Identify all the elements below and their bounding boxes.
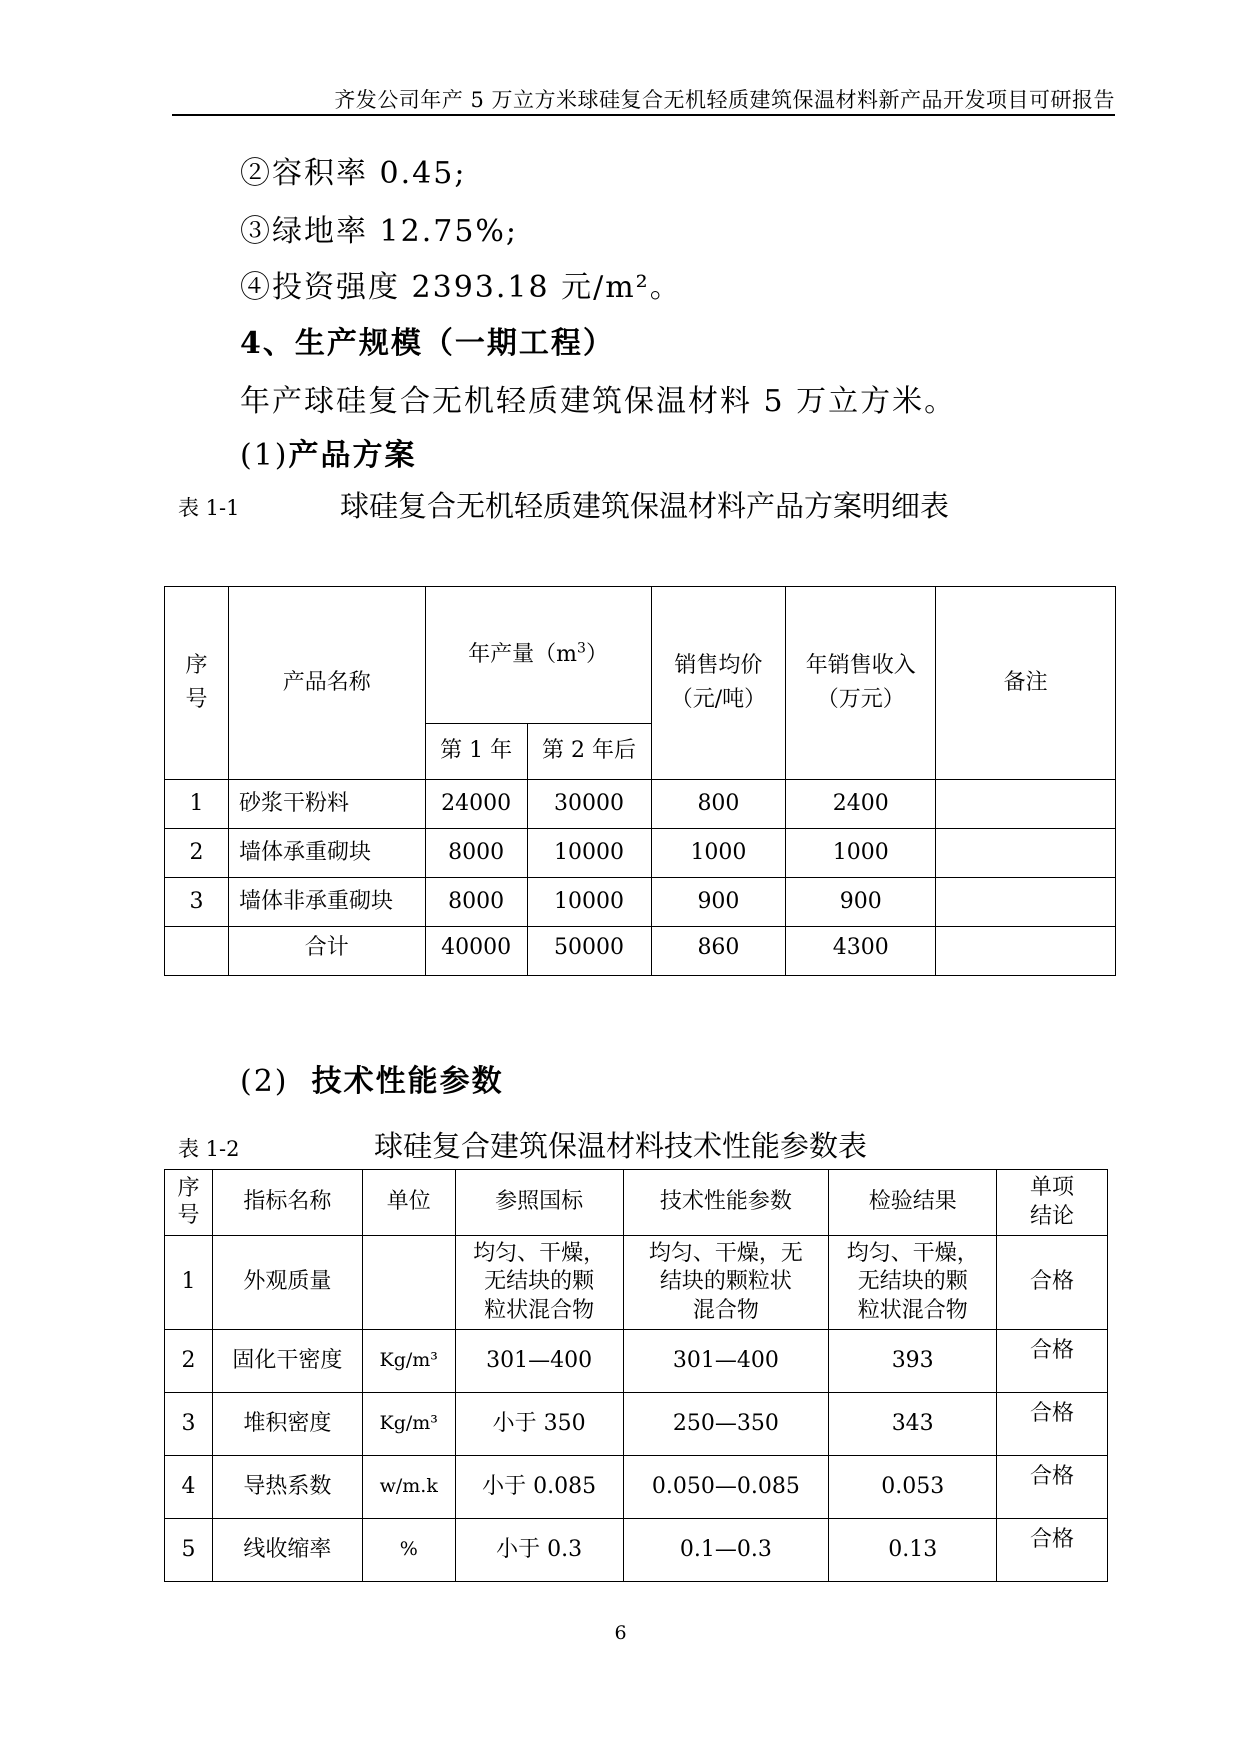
cell-name: 墙体承重砌块 <box>228 829 425 878</box>
cell-unit: Kg/m³ <box>362 1330 455 1393</box>
cell-seq: 2 <box>165 1330 213 1393</box>
page-number: 6 <box>614 1622 627 1644</box>
cell-name: 砂浆干粉料 <box>228 780 425 829</box>
cell-result: 均匀、干燥， 无结块的颗 粒状混合物 <box>829 1236 997 1330</box>
cell-name: 固化干密度 <box>212 1330 362 1393</box>
cell-note <box>936 780 1116 829</box>
cell-unit <box>362 1236 455 1330</box>
table-caption-title: 球硅复合无机轻质建筑保温材料产品方案明细表 <box>340 489 950 523</box>
cell-year2: 50000 <box>527 927 651 976</box>
table-caption-number: 表 1-1 <box>178 496 240 520</box>
cell-year1: 24000 <box>425 780 527 829</box>
cell-note <box>936 878 1116 927</box>
cell-seq: 1 <box>165 780 229 829</box>
cell-tech-param: 均匀、干燥，无 结块的颗粒状 混合物 <box>623 1236 829 1330</box>
product-plan-table <box>164 586 1116 976</box>
cell-standard: 均匀、干燥， 无结块的颗 粒状混合物 <box>455 1236 623 1330</box>
list-item-investment-intensity: ④投资强度 2393.18 元/m²。 <box>240 270 682 305</box>
cell-name: 导热系数 <box>212 1456 362 1519</box>
tech-params-table <box>164 1169 1108 1582</box>
cell-note <box>936 829 1116 878</box>
cell-name: 线收缩率 <box>212 1519 362 1582</box>
cell-seq: 3 <box>165 878 229 927</box>
header-indicator-name: 指标名称 <box>212 1170 362 1236</box>
header-annual-output: 年产量$(m^3)$ <box>425 587 651 724</box>
table-row <box>165 1519 1108 1582</box>
cell-name: 堆积密度 <box>212 1393 362 1456</box>
subsection-heading-tech-params <box>240 1056 504 1100</box>
header-divider <box>172 114 1115 116</box>
cell-name: 外观质量 <box>212 1236 362 1330</box>
table-row <box>165 878 1116 927</box>
header-tech-param: 技术性能参数 <box>623 1170 829 1236</box>
cell-name: 墙体非承重砌块 <box>228 878 425 927</box>
cell-total-label: 合计 <box>228 927 425 976</box>
header-seq: 序 号 <box>165 1170 213 1236</box>
cell-seq: 2 <box>165 829 229 878</box>
table-caption-number: 表 1-2 <box>178 1137 240 1161</box>
cell-conclusion: 合格 <box>997 1236 1108 1330</box>
cell-year1: 40000 <box>425 927 527 976</box>
cell-revenue: 900 <box>786 878 936 927</box>
table-row <box>165 1330 1108 1393</box>
cell-result: 393 <box>829 1330 997 1393</box>
cell-result: 0.13 <box>829 1519 997 1582</box>
cell-year2: 10000 <box>527 878 651 927</box>
header-note: 备注 <box>936 587 1116 780</box>
cell-tech-param: 250—350 <box>623 1393 829 1456</box>
section-heading-production-scale: 4、生产规模（一期工程） <box>240 326 615 361</box>
cell-standard: 301—400 <box>455 1330 623 1393</box>
cell-standard: 小于 350 <box>455 1393 623 1456</box>
subsection-heading-product-plan <box>240 430 417 474</box>
cell-conclusion: 合格 <box>997 1393 1108 1456</box>
cell-unit: % <box>362 1519 455 1582</box>
cell-seq: 4 <box>165 1456 213 1519</box>
subsection-title: 产品方案 <box>288 438 417 473</box>
cell-result: 0.053 <box>829 1456 997 1519</box>
table-row <box>165 1456 1108 1519</box>
subsection-title: 技术性能参数 <box>311 1064 504 1099</box>
production-scale-text: 年产球硅复合无机轻质建筑保温材料 5 万立方米。 <box>240 384 957 419</box>
cell-unit: Kg/m³ <box>362 1393 455 1456</box>
cell-seq: 3 <box>165 1393 213 1456</box>
cell-unit: w/m.k <box>362 1456 455 1519</box>
header-test-result: 检验结果 <box>829 1170 997 1236</box>
subsection-number: (2) <box>240 1064 289 1099</box>
cell-note <box>936 927 1116 976</box>
running-header: 齐发公司年产 5 万立方米球硅复合无机轻质建筑保温材料新产品开发项目可研报告 <box>334 88 1115 112</box>
cell-price: 860 <box>651 927 786 976</box>
cell-year1: 8000 <box>425 878 527 927</box>
cell-year2: 10000 <box>527 829 651 878</box>
header-product-name: 产品名称 <box>228 587 425 780</box>
table-row <box>165 829 1116 878</box>
cell-tech-param: 0.050—0.085 <box>623 1456 829 1519</box>
cell-tech-param: 0.1—0.3 <box>623 1519 829 1582</box>
cell-price: 800 <box>651 780 786 829</box>
table-row <box>165 780 1116 829</box>
cell-year2: 30000 <box>527 780 651 829</box>
header-seq: 序 号 <box>165 587 229 780</box>
header-annual-revenue: 年销售收入 （万元） <box>786 587 936 780</box>
cell-standard: 小于 0.3 <box>455 1519 623 1582</box>
subsection-number: (1) <box>240 438 289 473</box>
table-caption-title: 球硅复合建筑保温材料技术性能参数表 <box>374 1129 868 1163</box>
cell-conclusion: 合格 <box>997 1456 1108 1519</box>
cell-revenue: 2400 <box>786 780 936 829</box>
list-item-plot-ratio: ②容积率 0.45; <box>240 156 467 191</box>
table-row <box>165 1236 1108 1330</box>
cell-conclusion: 合格 <box>997 1330 1108 1393</box>
cell-price: 1000 <box>651 829 786 878</box>
cell-revenue: 4300 <box>786 927 936 976</box>
header-conclusion: 单项 结论 <box>997 1170 1108 1236</box>
header-year2: 第 2 年后 <box>527 724 651 780</box>
cell-revenue: 1000 <box>786 829 936 878</box>
table-total-row <box>165 927 1116 976</box>
header-unit: 单位 <box>362 1170 455 1236</box>
cell-price: 900 <box>651 878 786 927</box>
cell-year1: 8000 <box>425 829 527 878</box>
cell-conclusion: 合格 <box>997 1519 1108 1582</box>
header-standard: 参照国标 <box>455 1170 623 1236</box>
cell-result: 343 <box>829 1393 997 1456</box>
cell-tech-param: 301—400 <box>623 1330 829 1393</box>
list-item-green-rate: ③绿地率 12.75%; <box>240 214 519 249</box>
cell-standard: 小于 0.085 <box>455 1456 623 1519</box>
table-row <box>165 1393 1108 1456</box>
cell-seq <box>165 927 229 976</box>
cell-seq: 1 <box>165 1236 213 1330</box>
header-avg-price: 销售均价 （元/吨） <box>651 587 786 780</box>
cell-seq: 5 <box>165 1519 213 1582</box>
header-year1: 第 1 年 <box>425 724 527 780</box>
